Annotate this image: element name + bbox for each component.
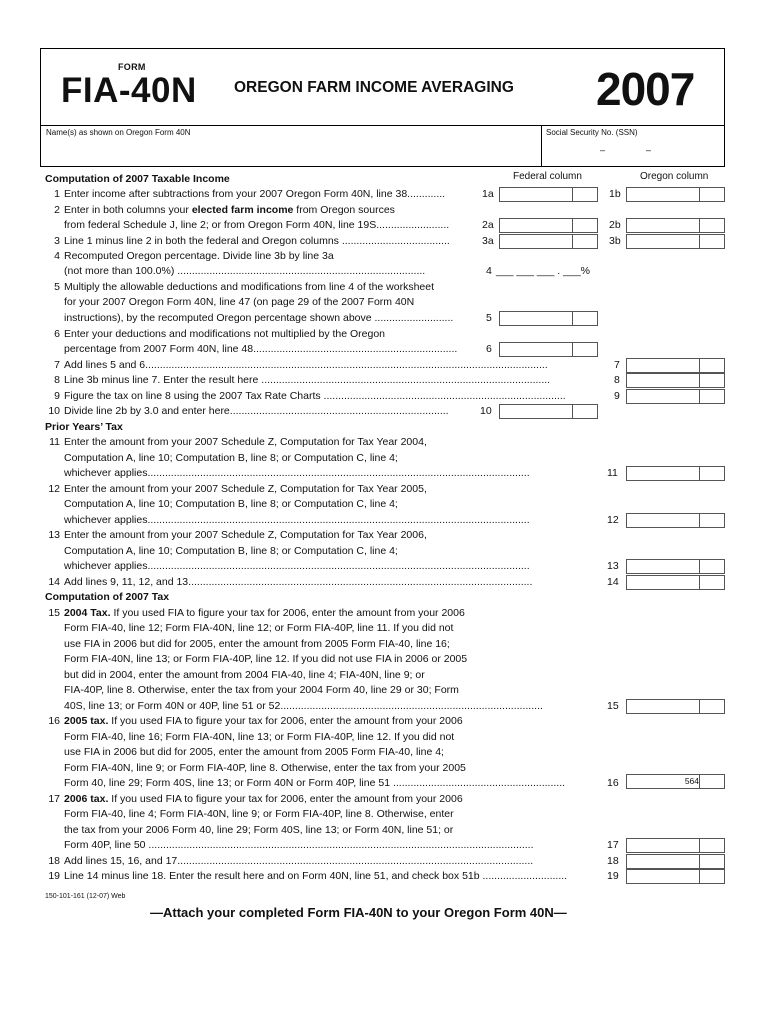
line-tag: 9 [614,390,620,402]
line-13 [0,528,770,543]
line-text: but did in 2004, enter the amount from 2004 FIA-40, line 4; FIA-40N, line 9; or [64,669,425,681]
line-number: 8 [54,374,60,386]
line-text: Enter the amount from your 2007 Schedule Z, Computation for Tax Year 2004, [64,436,427,448]
line-tag: 11 [607,467,618,479]
line-10 [0,404,770,419]
line-text-bold: 2006 tax. [64,793,109,805]
line-text: If you used FIA to figure your tax for 2006, enter the amount from your 2006 [111,715,463,727]
form-year: 2007 [596,63,695,115]
line-3b-oregon-amount[interactable] [626,234,725,249]
federal-column-header: Federal column [513,171,582,182]
line-18-amount[interactable] [626,854,725,869]
line-6-amount[interactable] [499,342,598,357]
line-tag: 1a [482,188,494,200]
line-text: from Oregon sources [296,204,395,216]
line-number: 13 [48,529,60,541]
line-text: FIA-40P, line 8. Otherwise, enter the tax from your 2004 Form 40, line 29 or 30; Form [64,684,459,696]
line-13-amount[interactable] [626,559,725,574]
header-border-right [724,48,725,166]
line-15-cont [0,683,770,698]
line-text: Enter in both columns your [64,204,189,216]
line-6 [0,327,770,342]
line-tag: 6 [486,343,492,355]
line-tag: 3a [482,235,494,247]
line-text: Figure the tax on line 8 using the 2007 Tax Rate Charts ................................................................................... [64,390,566,402]
line-17-cont [0,823,770,838]
line-11-cont [0,451,770,466]
line-text-bold: 2004 Tax. [64,607,111,619]
name-input[interactable] [46,140,536,162]
line-text: Form FIA-40, line 4; Form FIA-40N, line 9; or Form FIA-40P, line 8. Otherwise, enter [64,808,454,820]
line-2a-federal-amount[interactable] [499,218,598,233]
ssn-dash: – [646,145,652,155]
line-text: Form 40, line 29; Form 40S, line 13; or Form 40N or Form 40P, line 51 ........................................................... [64,777,566,789]
line-number: 2 [54,204,60,216]
line-8-amount[interactable] [626,373,725,388]
line-text: Add lines 5 and 6.......................................................................................................................................... [64,359,548,371]
line-text: Add lines 15, 16, and 17.......................................................................................................................... [64,855,534,867]
line-text: instructions), by the recomputed Oregon percentage shown above ........................... [64,312,454,324]
line-3a-federal-amount[interactable] [499,234,598,249]
form-title: OREGON FARM INCOME AVERAGING [234,79,514,96]
line-text: whichever applies................................................................................................................................... [64,560,530,572]
section-heading: Computation of 2007 Taxable Income [45,173,230,185]
line-tag: 12 [607,514,619,526]
line-text: If you used FIA to figure your tax for 2006, enter the amount from your 2006 [111,793,463,805]
line-7-amount[interactable] [626,358,725,373]
line-number: 9 [54,390,60,402]
line-number: 19 [48,870,60,882]
line-number: 14 [48,576,60,588]
line-tag: 16 [607,777,619,789]
line-19-amount[interactable] [626,869,725,884]
line-12-amount[interactable] [626,513,725,528]
line-16-cont [0,745,770,760]
name-field-label: Name(s) as shown on Oregon Form 40N [46,128,191,137]
line-number: 15 [48,607,60,619]
line-text: 40S, line 13; or Form 40N or 40P, line 51 or 52.......................................................................................... [64,700,543,712]
line-tag: 4 [486,265,492,277]
line-text: Form 40P, line 50 .................................................................................................................................... [64,839,534,851]
line-text: Divide line 2b by 3.0 and enter here........................................................................... [64,405,449,417]
line-number: 7 [54,359,60,371]
line-number: 6 [54,328,60,340]
line-text: the tax from your 2006 Form 40, line 29; Form 40S, line 13; or Form 40N, line 51; or [64,824,454,836]
line-1b-oregon-amount[interactable] [626,187,725,202]
line-16 [0,714,770,729]
line-16-cont [0,730,770,745]
line-16-value: 564 [684,776,699,786]
line-number: 11 [49,436,60,448]
line-text: percentage from 2007 Form 40N, line 48...................................................................... [64,343,458,355]
line-text: Add lines 9, 11, 12, and 13...................................................................................................................... [64,576,533,588]
line-text: Multiply the allowable deductions and modifications from line 4 of the worksheet [64,281,435,293]
line-tag: 17 [607,839,619,851]
line-text: use FIA in 2006 but did for 2005, enter the amount from 2005 Form FIA-40, line 4; [64,746,444,758]
line-text: Form FIA-40N, line 9; or Form FIA-40P, line 8. Otherwise, enter the tax from your 2005 [64,762,466,774]
line-text: Line 3b minus line 7. Enter the result here ................................................................................................... [64,374,551,386]
line-text: Computation A, line 10; Computation B, line 8; or Computation C, line 4; [64,498,398,510]
line-number: 10 [48,405,60,417]
line-11 [0,435,770,450]
line-text: Form FIA-40, line 16; Form FIA-40N, line 13; or Form FIA-40P, line 12. If you did not [64,731,455,743]
line-text: Computation A, line 10; Computation B, line 8; or Computation C, line 4; [64,545,398,557]
oregon-column-header: Oregon column [640,171,709,182]
line-text: Enter the amount from your 2007 Schedule Z, Computation for Tax Year 2006, [64,529,427,541]
line-5-cont [0,311,770,326]
line-text: whichever applies................................................................................................................................... [64,514,530,526]
line-number: 5 [54,281,60,293]
line-text: from federal Schedule J, line 2; or from Oregon Form 40N, line 19S......................... [64,219,450,231]
line-5-amount[interactable] [499,311,598,326]
line-number: 16 [48,715,60,727]
line-text: Enter the amount from your 2007 Schedule Z, Computation for Tax Year 2005, [64,483,427,495]
line-17-amount[interactable] [626,838,725,853]
attach-instruction: —Attach your completed Form FIA-40N to your Oregon Form 40N— [150,905,567,920]
line-11-amount[interactable] [626,466,725,481]
line-4 [0,249,770,264]
line-number: 4 [54,250,60,262]
percentage-input[interactable]: ___ ___ ___ . ___% [496,265,590,277]
line-number: 12 [48,483,60,495]
line-14-amount[interactable] [626,575,725,590]
line-number: 17 [48,793,60,805]
line-15-amount[interactable] [626,699,725,714]
line-6-cont [0,342,770,357]
line-15 [0,606,770,621]
line-5 [0,280,770,295]
line-tag: 13 [607,560,619,572]
line-tag: 7 [614,359,620,371]
line-tag: 1b [609,188,621,200]
line-tag: 14 [607,576,619,588]
line-text: Form FIA-40N, line 13; or Form FIA-40P, line 12. If you did not use FIA in 2006 or 2005 [64,653,468,665]
line-text: Computation A, line 10; Computation B, line 8; or Computation C, line 4; [64,452,398,464]
line-text: Enter income after subtractions from your 2007 Oregon Form 40N, line 38............. [64,188,446,200]
section-heading: Computation of 2007 Tax [45,591,170,603]
header-border-left [40,48,41,166]
line-text: Recomputed Oregon percentage. Divide line 3b by line 3a [64,250,334,262]
header-border-bottom [40,166,725,167]
line-number: 3 [54,235,60,247]
line-tag: 19 [607,870,619,882]
line-16-amount[interactable] [626,774,725,789]
line-2b-oregon-amount[interactable] [626,218,725,233]
line-tag: 2a [482,219,494,231]
line-4-cont [0,264,770,279]
form-number: FIA-40N [61,71,197,110]
line-9-amount[interactable] [626,389,725,404]
ssn-input[interactable] [546,140,720,162]
line-text: Form FIA-40, line 12; Form FIA-40N, line 12; or Form FIA-40P, line 11. If you did not [64,622,454,634]
line-text-bold: 2005 tax. [64,715,109,727]
line-1a-federal-amount[interactable] [499,187,598,202]
ssn-dash: – [600,145,606,155]
line-tag: 2b [609,219,621,231]
line-text: If you used FIA to figure your tax for 2006, enter the amount from your 2006 [113,607,465,619]
line-text: whichever applies................................................................................................................................... [64,467,530,479]
line-5-cont [0,295,770,310]
line-text: (not more than 100.0%) ..................................................................................... [64,265,426,277]
line-tag: 5 [486,312,492,324]
line-text-bold: elected farm income [191,204,294,216]
line-number: 18 [48,855,60,867]
line-17 [0,792,770,807]
line-17-cont [0,807,770,822]
line-text: for your 2007 Oregon Form 40N, line 47 (on page 29 of the 2007 Form 40N [64,296,415,308]
ssn-field-label: Social Security No. (SSN) [546,128,638,137]
form-label: FORM [118,62,146,72]
line-15-cont [0,668,770,683]
line-text: Line 14 minus line 18. Enter the result here and on Form 40N, line 51, and check box 51b ............................. [64,870,568,882]
line-text: use FIA in 2006 but did for 2005, enter the amount from 2005 Form FIA-40, line 16; [64,638,450,650]
section-heading: Prior Years’ Tax [45,421,123,433]
line-tag: 10 [480,405,492,417]
line-12-cont [0,497,770,512]
line-tag: 15 [607,700,619,712]
line-13-cont [0,544,770,559]
line-number: 1 [54,188,60,200]
header-divider [40,125,725,126]
line-15-cont [0,621,770,636]
line-10-amount[interactable] [499,404,598,419]
line-text: Line 1 minus line 2 in both the federal and Oregon columns ..................................... [64,235,450,247]
line-text: Enter your deductions and modifications not multiplied by the Oregon [64,328,386,340]
line-15-cont [0,652,770,667]
line-12 [0,482,770,497]
header-border-top [40,48,725,49]
line-tag: 3b [609,235,621,247]
name-ssn-separator [541,125,542,166]
form-code: 150-101-161 (12-07) Web [45,893,126,900]
line-tag: 8 [614,374,620,386]
line-2 [0,203,770,218]
line-15-cont [0,637,770,652]
line-tag: 18 [607,855,619,867]
